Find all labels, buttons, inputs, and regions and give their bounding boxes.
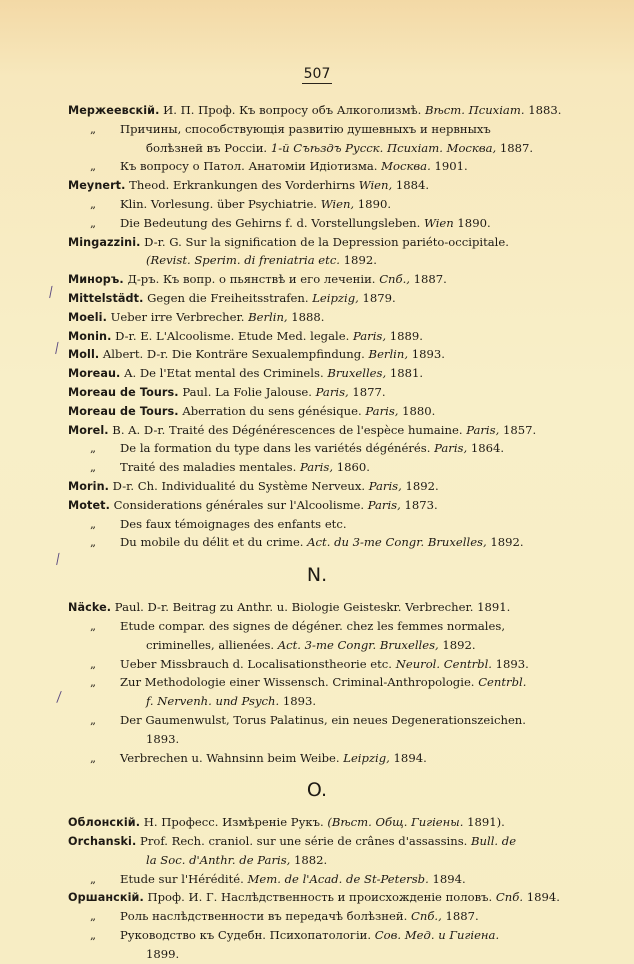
publication-year: 1892. xyxy=(401,478,439,493)
publication-year: 1892. xyxy=(486,535,524,550)
bibliography-line xyxy=(0,515,634,534)
ditto-mark: „ xyxy=(89,441,96,456)
bibliography-line xyxy=(0,730,634,749)
check-mark-icon: ⁄ xyxy=(47,285,56,301)
publication-detail: Mem. de l'Acad. de St-Petersb. xyxy=(247,871,429,886)
publication-year: 1892. xyxy=(340,253,377,268)
bibliography-line xyxy=(0,851,634,870)
publication-detail: Leipzig, xyxy=(312,290,359,305)
publication-year: 1894. xyxy=(428,871,466,886)
ditto-mark: „ xyxy=(89,196,96,211)
publication-detail: Москва. xyxy=(381,159,431,174)
entry-text: Die Bedeutung des Gehirns f. d. Vorstellungsleben. xyxy=(120,215,424,230)
bibliography-line xyxy=(0,673,634,692)
bibliography-line xyxy=(0,327,634,346)
entry-text: Des faux témoignages des enfants etc. xyxy=(120,516,347,531)
ditto-mark: „ xyxy=(89,121,96,136)
publication-detail: Leipzig, xyxy=(343,750,390,765)
ditto-mark: „ xyxy=(89,618,96,633)
bibliography-line xyxy=(0,439,634,458)
author-name: Мержеевскій. xyxy=(68,104,160,117)
entry-text: criminelles, allienées. xyxy=(146,637,278,652)
author-name: Morel. xyxy=(68,423,109,437)
publication-year: 1888. xyxy=(287,309,325,324)
entry-text: Aberration du sens génésique. xyxy=(178,403,366,418)
ditto-mark: „ xyxy=(89,928,96,943)
bibliography-line xyxy=(0,364,634,383)
publication-detail: Сов. Мед. и Гигіена. xyxy=(374,928,500,943)
entry-text: Albert. D-r. Die Konträre Sexualempfindung. xyxy=(99,347,369,362)
publication-detail: Спб. xyxy=(495,890,524,905)
publication-detail: Act. 3-me Congr. Bruxelles, xyxy=(277,637,439,652)
entry-text: D-r. E. L'Alcoolisme. Etude Med. legale. xyxy=(111,328,353,343)
author-name: Mingazzini. xyxy=(68,235,141,249)
bibliography-line xyxy=(0,270,634,289)
publication-detail: Спб., xyxy=(411,909,442,924)
bibliography-line xyxy=(0,617,634,636)
bibliography-line xyxy=(0,832,634,851)
bibliography-line xyxy=(0,176,634,195)
publication-year: 1894. xyxy=(389,750,427,765)
page-number: 507 xyxy=(303,66,331,82)
author-name: Monin. xyxy=(68,329,112,343)
bibliography-line xyxy=(0,870,634,889)
ditto-mark: „ xyxy=(89,535,96,550)
bibliography-line xyxy=(0,711,634,730)
entry-text: B. A. D-r. Traité des Dégénérescences de l'espèce humaine. xyxy=(108,422,467,437)
publication-detail: Wien, xyxy=(358,178,393,193)
publication-detail: Bull. de xyxy=(471,834,517,849)
entry-text: Проф. И. Г. Наслѣдственность и происхожденіе половъ. xyxy=(143,890,496,905)
publication-year: 1889. xyxy=(386,328,423,343)
entry-text: Paul. D-r. Beitrag zu Anthr. u. Biologie Geisteskr. Verbrecher. 1891. xyxy=(111,600,511,615)
ditto-mark: „ xyxy=(89,656,96,671)
publication-year: 1891). xyxy=(463,815,505,830)
entry-text: Zur Methodologie einer Wissensch. Criminal-Anthropologie. xyxy=(120,675,479,690)
bibliography-line xyxy=(0,689,634,711)
publication-year: 1887. xyxy=(409,272,447,287)
entry-text: Gegen die Freiheitsstrafen. xyxy=(143,290,313,305)
publication-detail: Paris, xyxy=(368,478,402,493)
bibliography-line xyxy=(0,477,634,496)
publication-detail: (Revist. Sperim. di freniatria etc. xyxy=(146,253,340,268)
check-mark-icon: ⁄ xyxy=(53,341,62,357)
entry-text: болѣзней въ Россіи. xyxy=(146,140,271,155)
publication-year: 1884. xyxy=(392,178,430,193)
bibliography-line xyxy=(0,214,634,233)
entry-text: Руководство къ Судебн. Психопатологіи. xyxy=(120,928,375,943)
check-mark-icon: ⁄ xyxy=(56,689,62,707)
publication-detail: Wien, xyxy=(320,196,355,211)
entry-text: Traité des maladies mentales. xyxy=(120,460,300,475)
author-name: Moreau. xyxy=(68,367,121,381)
author-name: Morin. xyxy=(68,479,109,493)
bibliography-line xyxy=(0,888,634,907)
ditto-mark: „ xyxy=(89,460,96,475)
ditto-mark: „ xyxy=(89,675,96,690)
publication-detail: Wien xyxy=(424,215,454,230)
author-name: Moreau de Tours. xyxy=(68,404,179,418)
publication-detail: Спб., xyxy=(379,272,410,287)
entry-text: Der Gaumenwulst, Torus Palatinus, ein neues Degenerationszeichen. xyxy=(120,712,526,727)
bibliography-line xyxy=(0,749,634,768)
publication-detail: Centrbl. xyxy=(478,675,527,690)
entry-text: Ueber Missbrauch d. Localisationstheorie etc. xyxy=(120,656,396,671)
publication-year: 1864. xyxy=(467,441,505,456)
entry-text: Роль наслѣдственности въ передачѣ болѣзней. xyxy=(120,909,411,924)
publication-detail: f. Nervenh. und Psych. xyxy=(146,694,280,709)
entry-text: De la formation du type dans les variétés dégénérés. xyxy=(120,441,435,456)
publication-detail: Paris, xyxy=(315,384,349,399)
publication-year: 1894. xyxy=(523,890,560,905)
bibliography-list xyxy=(0,101,634,964)
entry-text: Verbrechen u. Wahnsinn beim Weibe. xyxy=(120,750,344,765)
author-name: Mittelstädt. xyxy=(68,291,144,305)
publication-year: 1857. xyxy=(499,422,537,437)
bibliography-line xyxy=(0,533,634,552)
entry-text: Etude compar. des signes de dégéner. chez les femmes normales, xyxy=(120,618,506,633)
publication-year: 1887. xyxy=(441,909,479,924)
section-heading: O. xyxy=(306,779,328,802)
ditto-mark: „ xyxy=(89,750,96,765)
bibliography-line xyxy=(0,383,634,402)
publication-year: 1882. xyxy=(290,852,328,867)
bibliography-line xyxy=(0,655,634,674)
bibliography-line xyxy=(0,926,634,945)
bibliography-line xyxy=(0,402,634,421)
bibliography-line xyxy=(0,195,634,214)
publication-detail: Act. du 3-me Congr. Bruxelles, xyxy=(307,535,487,550)
bibliography-line xyxy=(0,813,634,832)
publication-detail: 1-й Съѣздъ Русск. Психіат. Москва, xyxy=(270,140,497,155)
publication-detail: Paris, xyxy=(352,328,387,343)
publication-year: 1892. xyxy=(438,637,476,652)
publication-detail: la Soc. d'Anthr. de Paris, xyxy=(146,852,291,867)
publication-year: 1890. xyxy=(354,196,392,211)
entry-text: Theod. Erkrankungen des Vorderhirns xyxy=(125,178,359,193)
entry-text: Paul. La Folie Jalouse. xyxy=(178,384,316,399)
publication-detail: Вѣст. Психіат. xyxy=(425,103,525,117)
entry-text: Klin. Vorlesung. über Psychiatrie. xyxy=(120,196,321,211)
publication-year: 1877. xyxy=(348,384,386,399)
entry-text: Д-ръ. Къ вопр. о пьянствѣ и его леченіи. xyxy=(123,272,380,287)
publication-detail: (Вѣст. Общ. Гигіены. xyxy=(327,815,464,830)
bibliography-line xyxy=(0,907,634,926)
publication-year: 1890. xyxy=(453,215,491,230)
bibliography-line xyxy=(0,458,634,477)
publication-year: 1893. xyxy=(408,347,445,362)
publication-year: 1893. xyxy=(491,656,529,671)
entry-text: Къ вопросу о Патол. Анатоміи Идіотизма. xyxy=(120,159,382,174)
ditto-mark: „ xyxy=(89,712,96,727)
publication-year: 1860. xyxy=(333,460,370,475)
entry-text: D-r. Ch. Individualité du Système Nerveux. xyxy=(109,478,369,493)
entry-text: Причины, способствующія развитію душевныхъ и нервныхъ xyxy=(120,121,491,136)
bibliography-line xyxy=(0,345,634,364)
bibliography-line xyxy=(0,308,634,327)
author-name: Orchanski. xyxy=(68,835,137,849)
check-mark-icon: ⁄ xyxy=(54,552,63,568)
bibliography-line xyxy=(0,945,634,964)
ditto-mark: „ xyxy=(89,215,96,230)
publication-detail: Paris, xyxy=(299,460,334,475)
author-name: Moll. xyxy=(68,348,100,362)
bibliography-line xyxy=(0,101,634,120)
entry-text: Du mobile du délit et du crime. xyxy=(120,535,308,550)
publication-year: 1883. xyxy=(524,103,562,117)
entry-text: 1893. xyxy=(146,731,180,746)
author-name: Миноръ. xyxy=(68,273,124,287)
author-name: Motet. xyxy=(68,498,110,512)
entry-text: Ueber irre Verbrecher. xyxy=(106,309,249,324)
bibliography-line xyxy=(0,421,634,440)
publication-detail: Paris, xyxy=(466,422,500,437)
bibliography-line xyxy=(0,139,634,158)
publication-year: 1880. xyxy=(398,403,436,418)
bibliography-line xyxy=(0,598,634,617)
entry-text: И. П. Проф. Къ вопросу объ Алкоголизмѣ. xyxy=(159,103,425,117)
ditto-mark: „ xyxy=(89,159,96,174)
entry-text: Prof. Rech. craniol. sur une série de crânes d'assassins. xyxy=(136,834,472,849)
publication-year: 1879. xyxy=(358,290,396,305)
publication-detail: Berlin, xyxy=(248,309,288,324)
bibliography-line xyxy=(0,289,634,308)
bibliography-line xyxy=(0,496,634,515)
bibliography-line xyxy=(0,157,634,176)
publication-detail: Berlin, xyxy=(368,347,409,362)
entry-text: 1899. xyxy=(146,946,180,961)
publication-year: 1887. xyxy=(496,140,534,155)
publication-detail: Paris, xyxy=(367,497,401,512)
ditto-mark: „ xyxy=(89,871,96,886)
publication-detail: Paris, xyxy=(365,403,399,418)
bibliography-line xyxy=(0,251,634,270)
publication-year: 1901. xyxy=(430,159,468,174)
bibliography-line xyxy=(0,120,634,139)
entry-text: Considerations générales sur l'Alcoolisme. xyxy=(109,497,368,512)
publication-detail: Paris, xyxy=(434,441,468,456)
ditto-mark: „ xyxy=(89,516,96,531)
publication-detail: Bruxelles, xyxy=(327,366,387,381)
publication-year: 1893. xyxy=(279,694,317,709)
author-name: Moeli. xyxy=(68,310,107,324)
bibliography-line xyxy=(0,636,634,655)
entry-text: A. De l'Etat mental des Criminels. xyxy=(120,366,328,381)
bibliography-line xyxy=(0,233,634,252)
publication-year: 1873. xyxy=(400,497,438,512)
author-name: Näcke. xyxy=(68,601,112,615)
ditto-mark: „ xyxy=(89,909,96,924)
author-name: Moreau de Tours. xyxy=(68,385,179,399)
publication-year: 1881. xyxy=(386,366,424,381)
entry-text: D-r. G. Sur la signification de la Depression pariéto-occipitale. xyxy=(140,234,509,249)
author-name: Meynert. xyxy=(68,179,126,193)
publication-detail: Neurol. Centrbl. xyxy=(395,656,492,671)
author-name: Облонскій. xyxy=(68,816,141,830)
entry-text: Etude sur l'Hérédité. xyxy=(120,871,248,886)
author-name: Оршанскій. xyxy=(68,891,144,905)
entry-text: Н. Професс. Измѣреніе Рукъ. xyxy=(140,815,328,830)
section-heading: N. xyxy=(306,564,328,587)
